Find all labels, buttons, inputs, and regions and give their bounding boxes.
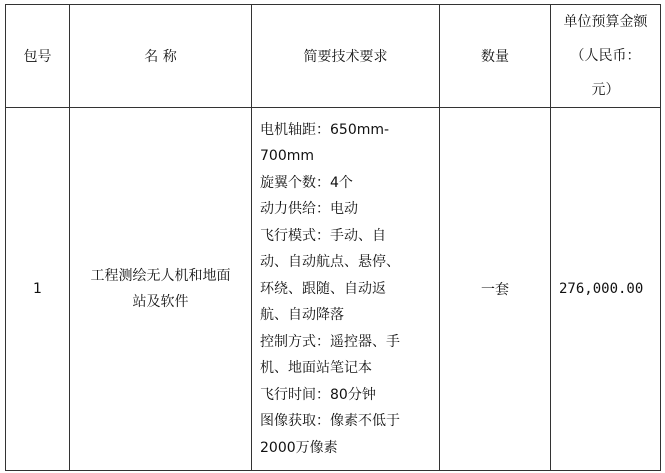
spec-line: 电机轴距：650mm- bbox=[260, 121, 390, 138]
spec-line: 航、自动降落 bbox=[260, 307, 344, 324]
spec-line: 飞行模式：手动、自 bbox=[260, 227, 386, 244]
spec-line: 动、自动航点、悬停、 bbox=[260, 254, 400, 271]
header-budget-line1: 单位预算金额 bbox=[563, 14, 648, 30]
header-budget bbox=[551, 5, 661, 108]
header-spec: 简要技术要求 bbox=[252, 5, 440, 108]
spec-line: 控制方式：遥控器、手 bbox=[260, 333, 400, 350]
spec-line: 700mm bbox=[260, 148, 314, 165]
cell-quantity: 一套 bbox=[440, 108, 551, 471]
header-budget-line3: 元） bbox=[591, 82, 620, 98]
spec-line: 动力供给：电动 bbox=[260, 201, 358, 218]
header-budget-line2: （人民币： bbox=[570, 48, 641, 64]
spec-line: 旋翼个数：4个 bbox=[260, 174, 353, 191]
cell-package-no: 1 bbox=[6, 108, 70, 471]
cell-budget: 276,000.00 bbox=[551, 108, 661, 471]
bid-items-table bbox=[5, 4, 661, 471]
header-row bbox=[6, 5, 661, 108]
header-name: 名 称 bbox=[70, 5, 252, 108]
spec-line: 机、地面站笔记本 bbox=[260, 360, 372, 377]
cell-spec bbox=[252, 108, 440, 471]
spec-line: 飞行时间：80分钟 bbox=[260, 386, 376, 403]
cell-name: 工程测绘无人机和地面站及软件 bbox=[70, 108, 252, 471]
spec-line: 图像获取：像素不低于 bbox=[260, 413, 400, 430]
spec-line: 环绕、跟随、自动返 bbox=[260, 280, 386, 297]
header-quantity: 数量 bbox=[440, 5, 551, 108]
header-package-no: 包号 bbox=[6, 5, 70, 108]
table-row bbox=[6, 108, 661, 471]
spec-line: 2000万像素 bbox=[260, 439, 338, 456]
